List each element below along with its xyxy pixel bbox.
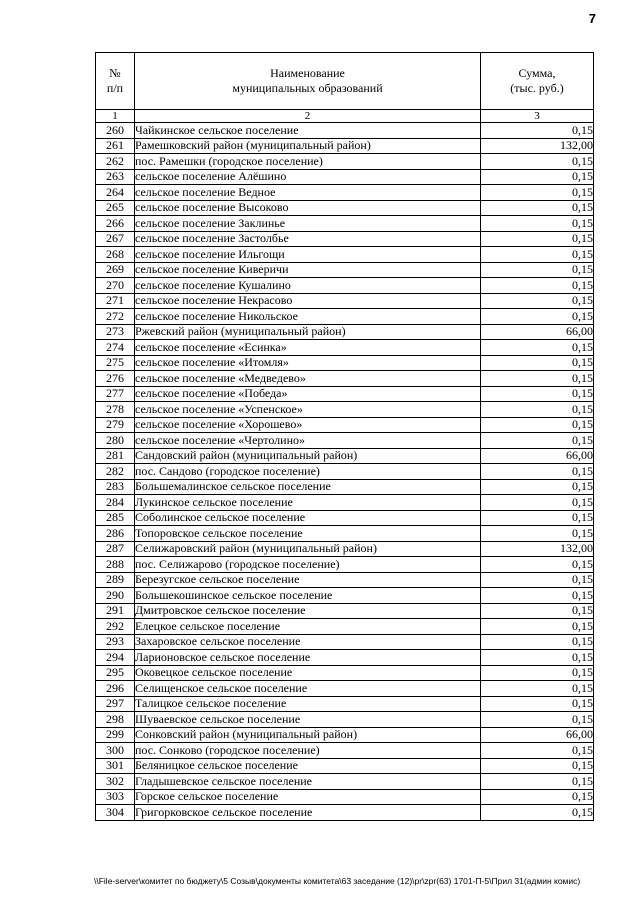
row-name: сельское поселение Некрасово [135,293,481,309]
table-row [96,293,594,309]
row-number: 267 [96,231,135,247]
table-row [96,634,594,650]
table-row [96,712,594,728]
row-sum: 0,15 [481,231,594,247]
table-row [96,340,594,356]
row-sum: 0,15 [481,495,594,511]
row-number: 274 [96,340,135,356]
table-row [96,123,594,139]
table-row [96,681,594,697]
row-number: 296 [96,681,135,697]
row-number: 279 [96,417,135,433]
row-number: 262 [96,154,135,170]
row-name: сельское поселение «Есинка» [135,340,481,356]
row-name: Чайкинское сельское поселение [135,123,481,139]
table-row [96,727,594,743]
row-name: Сонковский район (муниципальный район) [135,727,481,743]
row-name: Гладышевское сельское поселение [135,774,481,790]
row-number: 276 [96,371,135,387]
row-sum: 66,00 [481,324,594,340]
row-name: сельское поселение Ильгощи [135,247,481,263]
table-row [96,169,594,185]
table-row [96,448,594,464]
table-row [96,650,594,666]
header-name-line1: Наименование [270,66,345,80]
row-name: сельское поселение Застолбье [135,231,481,247]
header-sum-line2: (тыс. руб.) [510,81,564,95]
row-number: 301 [96,758,135,774]
row-sum: 0,15 [481,805,594,821]
row-sum: 0,15 [481,247,594,263]
row-name: Селищенское сельское поселение [135,681,481,697]
table-row [96,200,594,216]
row-sum: 0,15 [481,712,594,728]
row-sum: 0,15 [481,588,594,604]
table-row [96,138,594,154]
row-sum: 0,15 [481,774,594,790]
row-sum: 132,00 [481,541,594,557]
row-number: 275 [96,355,135,371]
table-row [96,386,594,402]
row-number: 295 [96,665,135,681]
row-number: 270 [96,278,135,294]
row-name: Лукинское сельское поселение [135,495,481,511]
row-sum: 0,15 [481,200,594,216]
row-sum: 66,00 [481,448,594,464]
row-sum: 0,15 [481,696,594,712]
row-sum: 0,15 [481,123,594,139]
table-row [96,433,594,449]
row-name: Талицкое сельское поселение [135,696,481,712]
row-name: Григорковское сельское поселение [135,805,481,821]
row-sum: 0,15 [481,185,594,201]
row-name: Ржевский район (муниципальный район) [135,324,481,340]
row-number: 271 [96,293,135,309]
table-row [96,464,594,480]
row-number: 272 [96,309,135,325]
row-sum: 0,15 [481,758,594,774]
table-row [96,572,594,588]
row-name: Оковецкое сельское поселение [135,665,481,681]
table-row [96,247,594,263]
row-number: 303 [96,789,135,805]
row-name: Топоровское сельское поселение [135,526,481,542]
row-sum: 0,15 [481,216,594,232]
row-name: пос. Сонково (городское поселение) [135,743,481,759]
row-name: Беляницкое сельское поселение [135,758,481,774]
header-sum-line1: Сумма, [518,66,556,80]
row-number: 283 [96,479,135,495]
row-number: 285 [96,510,135,526]
row-number: 286 [96,526,135,542]
row-number: 260 [96,123,135,139]
row-sum: 0,15 [481,433,594,449]
row-sum: 0,15 [481,619,594,635]
row-sum: 0,15 [481,789,594,805]
row-name: сельское поселение Киверичи [135,262,481,278]
row-sum: 0,15 [481,417,594,433]
row-name: сельское поселение «Победа» [135,386,481,402]
row-sum: 0,15 [481,402,594,418]
column-number-row [96,110,594,123]
row-name: сельское поселение «Чертолино» [135,433,481,449]
row-sum: 0,15 [481,634,594,650]
row-sum: 0,15 [481,510,594,526]
column-number: 1 [96,110,135,123]
table-row [96,185,594,201]
row-sum: 0,15 [481,557,594,573]
file-path-footer: \\File-server\комитет по бюджету\5 Созыв\документы комитета\63 заседание (12)\pr\zpr(63) 1701-П-5\Прил 31(админ комис) [94,876,581,886]
row-sum: 0,15 [481,603,594,619]
row-name: Елецкое сельское поселение [135,619,481,635]
table-row [96,402,594,418]
row-number: 299 [96,727,135,743]
row-number: 265 [96,200,135,216]
row-sum: 0,15 [481,665,594,681]
row-name: пос. Рамешки (городское поселение) [135,154,481,170]
row-name: сельское поселение Высоково [135,200,481,216]
row-sum: 0,15 [481,340,594,356]
row-name: Березугское сельское поселение [135,572,481,588]
table-row [96,231,594,247]
table-row [96,479,594,495]
row-number: 298 [96,712,135,728]
row-number: 264 [96,185,135,201]
table-row [96,324,594,340]
table-row [96,309,594,325]
row-number: 290 [96,588,135,604]
row-sum: 0,15 [481,479,594,495]
row-number: 278 [96,402,135,418]
row-sum: 0,15 [481,371,594,387]
header-number-line1: № [109,66,121,80]
table-row [96,603,594,619]
column-number: 3 [481,110,594,123]
header-name [135,53,481,110]
table-row [96,371,594,387]
table-row [96,526,594,542]
row-name: сельское поселение «Хорошево» [135,417,481,433]
row-sum: 0,15 [481,262,594,278]
table-row [96,355,594,371]
row-name: пос. Селижарово (городское поселение) [135,557,481,573]
row-number: 294 [96,650,135,666]
header-name-line2: муниципальных образований [232,81,383,95]
row-name: сельское поселение Ведное [135,185,481,201]
row-number: 266 [96,216,135,232]
row-name: пос. Сандово (городское поселение) [135,464,481,480]
table-row [96,743,594,759]
row-number: 288 [96,557,135,573]
table-row [96,417,594,433]
page-number: 7 [588,11,596,26]
row-sum: 0,15 [481,309,594,325]
row-sum: 0,15 [481,572,594,588]
table-row [96,278,594,294]
row-number: 291 [96,603,135,619]
row-number: 284 [96,495,135,511]
row-name: сельское поселение «Успенское» [135,402,481,418]
row-name: Ларионовское сельское поселение [135,650,481,666]
header-number [96,53,135,110]
header-number-line2: п/п [106,81,124,95]
row-sum: 0,15 [481,278,594,294]
row-sum: 0,15 [481,681,594,697]
row-name: сельское поселение Алёшино [135,169,481,185]
table-header-row [96,53,594,110]
column-number: 2 [135,110,481,123]
header-sum [481,53,594,110]
row-sum: 0,15 [481,293,594,309]
row-name: Большекошинское сельское поселение [135,588,481,604]
table-row [96,216,594,232]
row-number: 302 [96,774,135,790]
table-row [96,696,594,712]
row-name: сельское поселение Никольское [135,309,481,325]
row-number: 268 [96,247,135,263]
row-name: Рамешковский район (муниципальный район) [135,138,481,154]
row-number: 261 [96,138,135,154]
row-name: Захаровское сельское поселение [135,634,481,650]
table-row [96,619,594,635]
table-row [96,495,594,511]
row-sum: 0,15 [481,355,594,371]
table-row [96,510,594,526]
row-number: 289 [96,572,135,588]
table-row [96,154,594,170]
row-name: Горское сельское поселение [135,789,481,805]
row-number: 281 [96,448,135,464]
row-sum: 0,15 [481,386,594,402]
row-name: Сандовский район (муниципальный район) [135,448,481,464]
row-sum: 0,15 [481,464,594,480]
row-number: 287 [96,541,135,557]
row-number: 263 [96,169,135,185]
table-row [96,541,594,557]
row-name: Шуваевское сельское поселение [135,712,481,728]
row-sum: 66,00 [481,727,594,743]
row-name: сельское поселение «Итомля» [135,355,481,371]
row-number: 269 [96,262,135,278]
row-sum: 0,15 [481,154,594,170]
table-row [96,665,594,681]
row-name: Большемалинское сельское поселение [135,479,481,495]
row-sum: 0,15 [481,743,594,759]
row-name: Дмитровское сельское поселение [135,603,481,619]
row-number: 282 [96,464,135,480]
table-row [96,789,594,805]
row-sum: 0,15 [481,526,594,542]
table-body [96,123,594,821]
row-name: Соболинское сельское поселение [135,510,481,526]
row-name: Селижаровский район (муниципальный район) [135,541,481,557]
row-name: сельское поселение Заклинье [135,216,481,232]
row-number: 297 [96,696,135,712]
table-row [96,557,594,573]
row-name: сельское поселение «Медведево» [135,371,481,387]
row-number: 293 [96,634,135,650]
row-number: 300 [96,743,135,759]
row-number: 280 [96,433,135,449]
row-sum: 132,00 [481,138,594,154]
row-sum: 0,15 [481,169,594,185]
row-number: 273 [96,324,135,340]
table-row [96,588,594,604]
allocation-table [95,52,594,821]
row-name: сельское поселение Кушалино [135,278,481,294]
row-number: 304 [96,805,135,821]
table-row [96,758,594,774]
table-row [96,774,594,790]
table-row [96,805,594,821]
row-number: 292 [96,619,135,635]
row-number: 277 [96,386,135,402]
row-sum: 0,15 [481,650,594,666]
table-row [96,262,594,278]
